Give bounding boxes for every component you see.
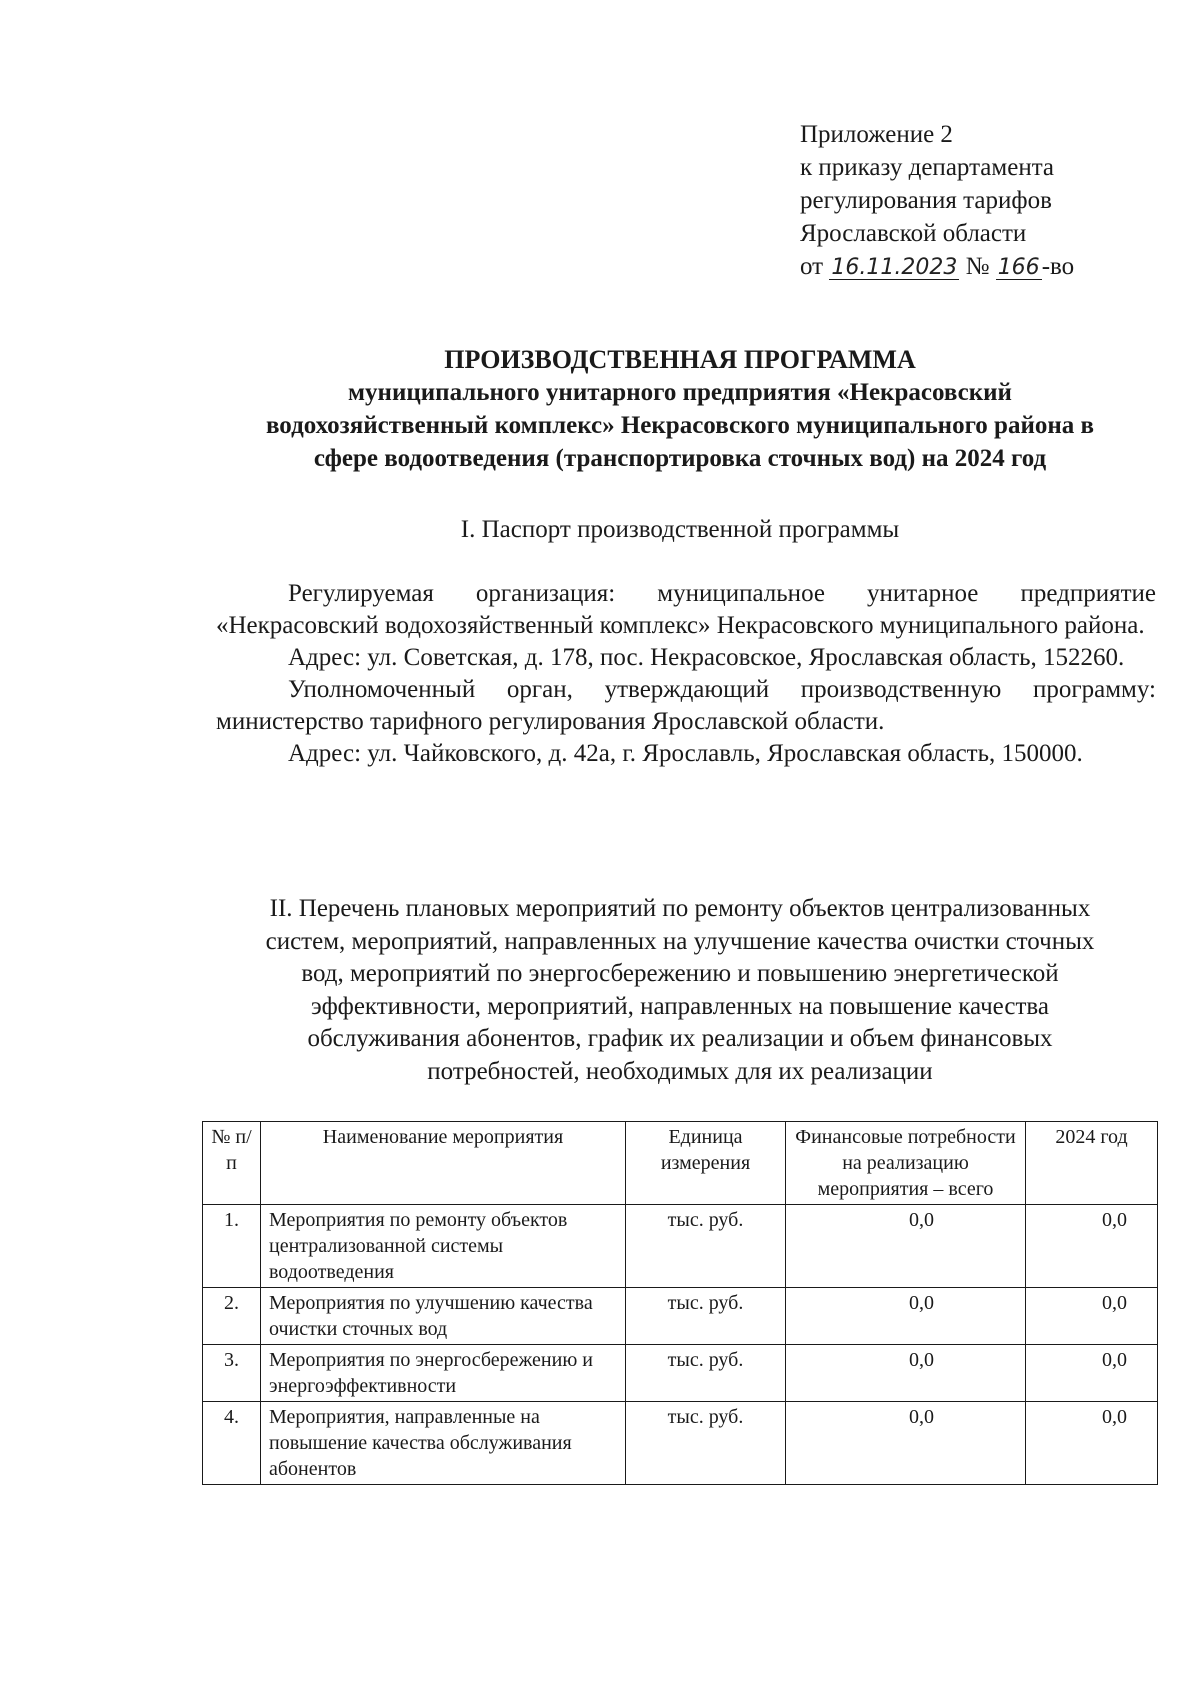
row-unit: тыс. руб.	[626, 1402, 786, 1485]
row-year: 0,0	[1026, 1402, 1158, 1485]
annex-block	[800, 118, 1180, 283]
title-main: ПРОИЗВОДСТВЕННАЯ ПРОГРАММА	[444, 345, 916, 374]
section2-line: потребностей, необходимых для их реализации	[427, 1057, 933, 1085]
header-num: № п/п	[203, 1122, 261, 1205]
row-num: 3.	[203, 1345, 261, 1402]
section2-line: обслуживания абонентов, график их реализации и объем финансовых	[307, 1025, 1053, 1052]
section2-line: систем, мероприятий, направленных на улучшение качества очистки сточных	[265, 927, 1095, 955]
table-header-row	[203, 1122, 1158, 1205]
row-total: 0,0	[786, 1205, 1026, 1288]
annex-line: к приказу департамента	[800, 154, 1055, 181]
org-paragraph: Регулируемая организация: муниципальное унитарное предприятие «Некрасовский водохозяйственный комплекс» Некрасовского муниципального района.	[216, 580, 1156, 639]
document-title	[200, 343, 1160, 475]
header-unit: Единица измерения	[626, 1122, 786, 1205]
row-year: 0,0	[1026, 1345, 1158, 1402]
table-row	[203, 1402, 1158, 1485]
handwritten-date: 16.11.2023	[831, 255, 958, 280]
title-line: сфере водоотведения (транспортировка сточных вод) на 2024 год	[313, 445, 1047, 472]
annex-line: Приложение 2	[800, 121, 953, 148]
row-year: 0,0	[1026, 1205, 1158, 1288]
passport-block	[216, 578, 1156, 770]
row-unit: тыс. руб.	[626, 1345, 786, 1402]
annex-line: регулирования тарифов	[800, 187, 1052, 214]
section1-heading: I. Паспорт производственной программы	[460, 516, 900, 543]
row-num: 4.	[203, 1402, 261, 1485]
header-name: Наименование мероприятия	[261, 1122, 626, 1205]
table-row	[203, 1288, 1158, 1345]
header-year: 2024 год	[1026, 1122, 1158, 1205]
annex-date-line	[800, 250, 1180, 283]
row-name: Мероприятия по ремонту объектов централизованной системы водоотведения	[261, 1205, 626, 1288]
row-unit: тыс. руб.	[626, 1288, 786, 1345]
date-prefix: от	[800, 253, 824, 280]
annex-line: Ярославской области	[800, 220, 1027, 247]
authority-address-paragraph: Адрес: ул. Чайковского, д. 42а, г. Ярославль, Ярославская область, 150000.	[288, 740, 1083, 767]
row-name: Мероприятия по улучшению качества очистки сточных вод	[261, 1288, 626, 1345]
number-prefix: №	[965, 253, 990, 280]
row-name: Мероприятия по энергосбережению и энергоэффективности	[261, 1345, 626, 1402]
handwritten-number: 166	[997, 255, 1040, 280]
header-finance: Финансовые потребности на реализацию мероприятия – всего	[786, 1122, 1026, 1205]
org-address-paragraph: Адрес: ул. Советская, д. 178, пос. Некрасовское, Ярославская область, 152260.	[288, 644, 1125, 671]
table-row	[203, 1205, 1158, 1288]
row-num: 1.	[203, 1205, 261, 1288]
number-suffix: -во	[1041, 253, 1075, 280]
row-total: 0,0	[786, 1345, 1026, 1402]
section2-heading	[200, 893, 1160, 1088]
row-total: 0,0	[786, 1288, 1026, 1345]
authority-paragraph: Уполномоченный орган, утверждающий производственную программу: министерство тарифного регулирования Ярославской области.	[216, 676, 1156, 735]
row-unit: тыс. руб.	[626, 1205, 786, 1288]
row-total: 0,0	[786, 1402, 1026, 1485]
row-num: 2.	[203, 1288, 261, 1345]
title-line: водохозяйственный комплекс» Некрасовского муниципального района в	[265, 412, 1095, 439]
title-line: муниципального унитарного предприятия «Некрасовский	[348, 379, 1012, 406]
section2-line: эффективности, мероприятий, направленных на повышение качества	[311, 992, 1049, 1020]
section2-line: II. Перечень плановых мероприятий по ремонту объектов централизованных	[269, 895, 1091, 922]
section2-line: вод, мероприятий по энергосбережению и повышению энергетической	[301, 960, 1059, 987]
table-row	[203, 1345, 1158, 1402]
row-name: Мероприятия, направленные на повышение качества обслуживания абонентов	[261, 1402, 626, 1485]
measures-table	[202, 1121, 1158, 1485]
row-year: 0,0	[1026, 1288, 1158, 1345]
